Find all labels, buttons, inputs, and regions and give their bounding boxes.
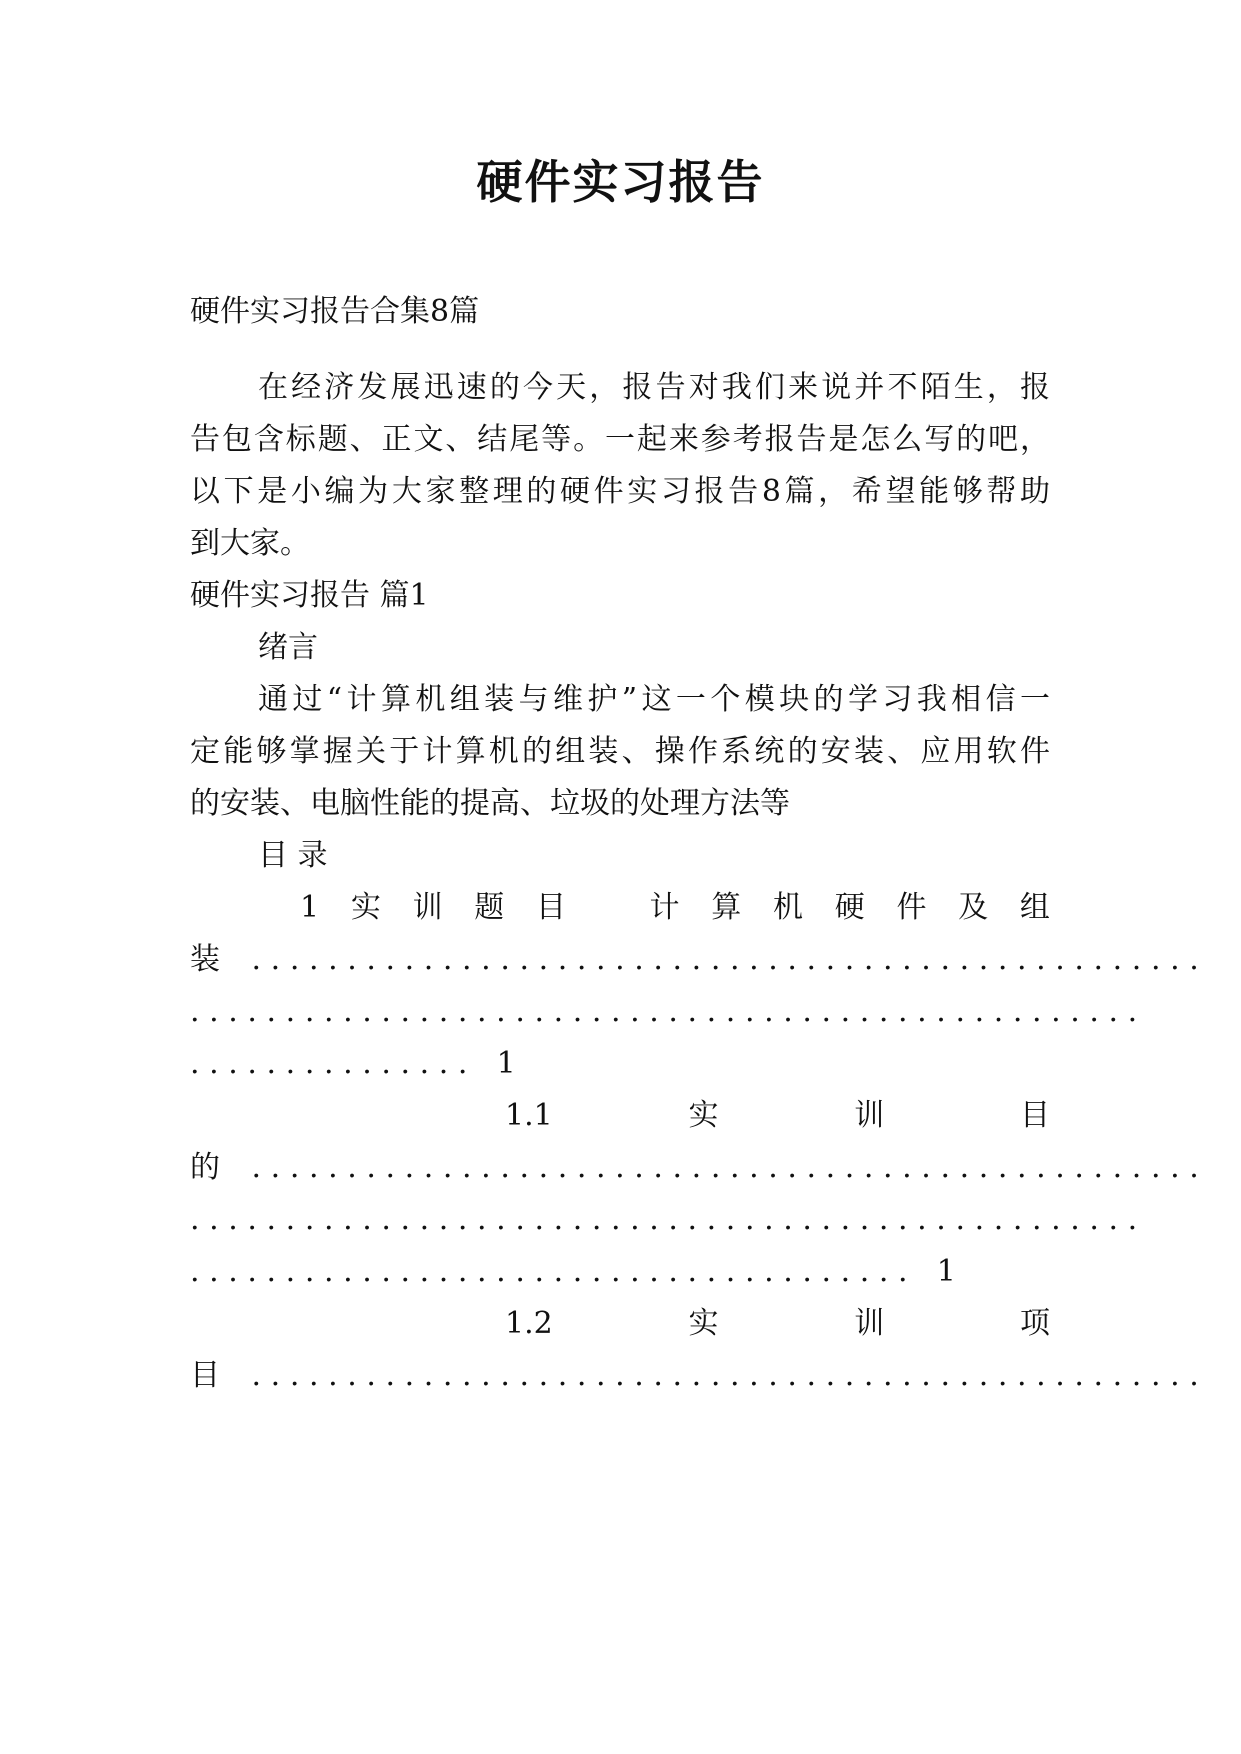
- toc-word: 目: [1019, 1098, 1050, 1133]
- toc-word: 1.2: [505, 1306, 553, 1341]
- toc-word: 机: [772, 890, 803, 925]
- toc-dots-line: [190, 1042, 1060, 1086]
- toc-word: 算: [711, 890, 742, 925]
- toc-word: [598, 886, 618, 930]
- intro-line-1: 在经济发展迅速的今天，报告对我们来说并不陌生，报: [258, 370, 1050, 405]
- toc-dots-line: [190, 1198, 1147, 1242]
- toc-word: 实: [688, 1098, 719, 1133]
- toc-word: 1: [300, 890, 320, 925]
- toc-leader-dots: ..................................................: [190, 994, 1147, 1029]
- toc-entry-title: [505, 1094, 1050, 1138]
- toc-word: 实: [688, 1306, 719, 1341]
- toc-entry-title: [300, 886, 1050, 930]
- toc-word: 1.1: [505, 1098, 553, 1133]
- toc-word: 题: [474, 890, 505, 925]
- toc-leader-dots: ..................................................: [251, 942, 1209, 977]
- toc-heading: 目 录: [258, 838, 328, 873]
- toc-leader-dots: ..................................................: [251, 1150, 1209, 1185]
- toc-word: 目: [536, 890, 567, 925]
- toc-leader-dots: ..................................................: [190, 1202, 1147, 1237]
- toc-dots-line: [190, 1146, 1209, 1190]
- toc-word: 及: [958, 890, 989, 925]
- toc-word: 件: [896, 890, 927, 925]
- toc-leader-dots: ......................................: [190, 1254, 918, 1289]
- toc-dots-line: [190, 938, 1209, 982]
- section-heading: 硬件实习报告 篇1: [190, 578, 429, 613]
- document-subtitle: 硬件实习报告合集8篇: [190, 294, 480, 329]
- toc-leader-dots: ...............: [190, 1046, 478, 1081]
- toc-entry-lead: 的: [190, 1150, 220, 1185]
- toc-entry-lead: 装: [190, 942, 220, 977]
- toc-dots-line: [190, 1250, 1060, 1294]
- intro-line-2: 告包含标题、正文、结尾等。一起来参考报告是怎么写的吧，: [190, 422, 1050, 457]
- preface-line-2: 定能够掌握关于计算机的组装、操作系统的安装、应用软件: [190, 734, 1050, 769]
- toc-page-number: 1: [496, 1046, 516, 1081]
- document-title: 硬件实习报告: [476, 155, 765, 209]
- toc-word: 训: [854, 1098, 885, 1133]
- toc-dots-line: [190, 1354, 1209, 1398]
- toc-word: 组: [1019, 890, 1050, 925]
- toc-leader-dots: ..................................................: [251, 1358, 1209, 1393]
- intro-line-4: 到大家。: [190, 526, 310, 561]
- toc-word: 训: [412, 890, 443, 925]
- toc-word: 硬: [834, 890, 865, 925]
- toc-word: 训: [854, 1306, 885, 1341]
- intro-line-3: 以下是小编为大家整理的硬件实习报告8篇，希望能够帮助: [190, 474, 1050, 509]
- toc-page-number: 1: [936, 1254, 956, 1289]
- preface-line-3: 的安装、电脑性能的提高、垃圾的处理方法等: [190, 786, 790, 821]
- toc-entry-title: [505, 1302, 1050, 1346]
- preface-heading: 绪言: [258, 630, 318, 665]
- toc-entry-lead: 目: [190, 1358, 220, 1393]
- toc-word: 实: [350, 890, 381, 925]
- toc-word: 计: [649, 890, 680, 925]
- toc-dots-line: [190, 990, 1147, 1034]
- toc-word: 项: [1019, 1306, 1050, 1341]
- preface-line-1: 通过“计算机组装与维护”这一个模块的学习我相信一: [258, 682, 1050, 717]
